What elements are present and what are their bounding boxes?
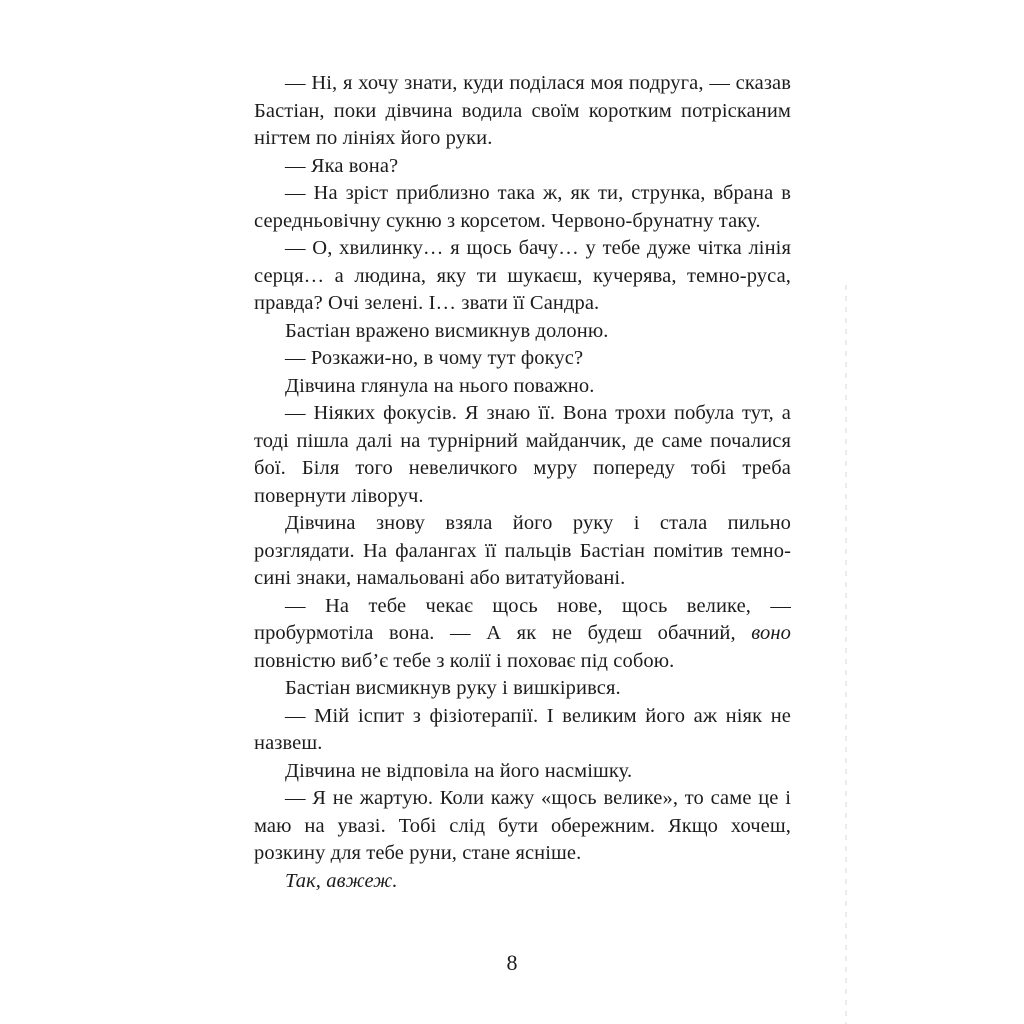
text-run: — Ні, я хочу знати, куди поділася моя подруга, — сказав Бастіан, поки дівчина водила своїм коротким потрісканим нігтем по лініях його руки. (254, 72, 791, 149)
paragraph (254, 785, 791, 868)
text-run: Дівчина знову взяла його руку і стала пильно розглядати. На фалангах її пальців Бастіан помітив темно-сині знаки, намальовані або витатуйовані. (254, 512, 791, 589)
paragraph (254, 235, 791, 318)
text-run: — Мій іспит з фізіотерапії. І великим його аж ніяк не назвеш. (254, 704, 791, 754)
paragraph (254, 510, 791, 593)
paragraph (254, 703, 791, 758)
text-run: — Розкажи-но, в чому тут фокус? (285, 347, 584, 369)
scan-artifact-line (845, 285, 847, 1024)
page-number: 8 (506, 950, 518, 975)
paragraph (254, 318, 791, 346)
paragraph (254, 758, 791, 786)
italic-text-run: воно (751, 622, 791, 644)
italic-text-run: Так, авжеж. (285, 869, 398, 892)
paragraph (254, 153, 791, 181)
paragraph (254, 868, 791, 896)
paragraph (254, 400, 791, 510)
text-run: Бастіан вражено висмикнув долоню. (285, 319, 609, 342)
paragraph (254, 70, 791, 153)
text-run: Дівчина не відповіла на його насмішку. (285, 759, 633, 782)
text-run: — На зріст приблизно така ж, як ти, струнка, вбрана в середньовічну сукню з корсетом. Червоно-брунатну таку. (254, 182, 791, 232)
text-run: Бастіан висмикнув руку і вишкірився. (285, 677, 621, 699)
text-run: — Ніяких фокусів. Я знаю її. Вона трохи побула тут, а тоді пішла далі на турнірний майданчик, де саме почалися бої. Біля того невеличкого муру попереду тобі треба повернути ліворуч. (254, 402, 791, 507)
paragraph (254, 593, 791, 676)
text-run: повністю виб’є тебе з колії і поховає під собою. (254, 649, 675, 672)
text-run: — Яка вона? (285, 154, 399, 177)
text-run: — Я не жартую. Коли кажу «щось велике», то саме це і маю на увазі. Тобі слід бути обережним. Якщо хочеш, розкину для тебе руни, стане ясніше. (254, 787, 791, 864)
paragraph (254, 675, 791, 703)
text-run: Дівчина глянула на нього поважно. (285, 374, 595, 397)
text-run: — На тебе чекає щось нове, щось велике, — пробурмотіла вона. — А як не будеш обачний, (254, 594, 791, 644)
paragraph (254, 180, 791, 235)
paragraph (254, 345, 791, 373)
page-text (254, 70, 791, 895)
text-run: — О, хвилинку… я щось бачу… у тебе дуже чітка лінія серця… а людина, яку ти шукаєш, кучерява, темно-руса, правда? Очі зелені. І… звати її Сандра. (254, 237, 791, 314)
paragraph (254, 373, 791, 401)
